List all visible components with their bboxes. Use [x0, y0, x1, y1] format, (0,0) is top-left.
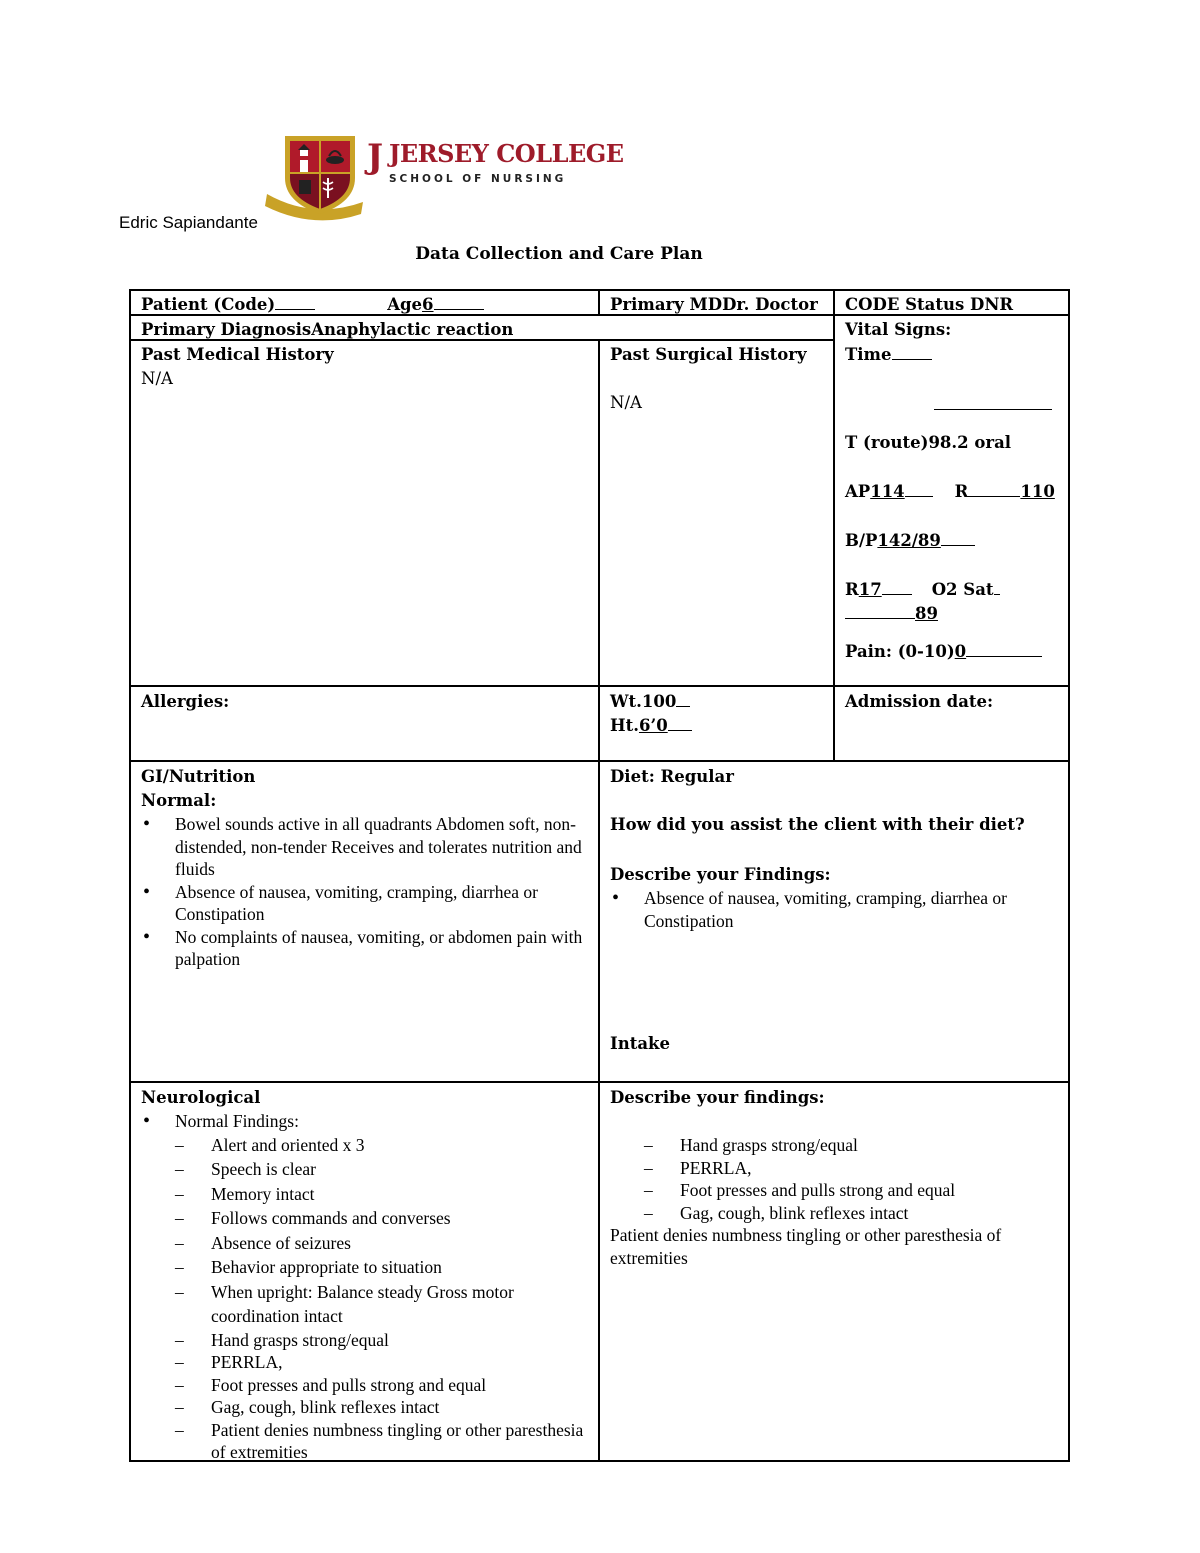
- neuro-normal-label: • Normal Findings:: [141, 1110, 588, 1133]
- primary-md-label: Primary MD: [610, 295, 723, 314]
- ap-value: 114: [870, 482, 905, 501]
- bp-value: 142/89: [877, 531, 941, 550]
- gi-findings-list: [610, 887, 1058, 932]
- allergies-label: Allergies:: [141, 692, 230, 711]
- jersey-college-logo: [263, 132, 624, 222]
- pain-value: 0: [954, 642, 967, 661]
- code-status-label: CODE Status: [845, 295, 971, 314]
- list-item: – Gag, cough, blink reflexes intact: [610, 1202, 1058, 1225]
- age-blank: [434, 293, 484, 310]
- list-item: – Gag, cough, blink reflexes intact: [141, 1396, 588, 1419]
- r-blank: [968, 480, 1020, 497]
- past-surgical-history-cell: [598, 339, 835, 687]
- time-extra-blank[interactable]: [934, 393, 1052, 410]
- ap-blank: [905, 480, 933, 497]
- primary-diagnosis-cell: [129, 314, 835, 341]
- age-label: Age: [387, 295, 423, 314]
- svg-text:J: J: [367, 137, 384, 177]
- o2-value-blank: [845, 602, 915, 619]
- weight-value: 100: [641, 692, 677, 711]
- neuro-normal-list: [141, 1133, 588, 1464]
- age-value: 6: [422, 295, 434, 314]
- weight-label: Wt.: [610, 692, 642, 711]
- admission-date-label: Admission date:: [845, 692, 994, 711]
- time-blank[interactable]: [892, 343, 932, 360]
- list-item: – Memory intact: [141, 1182, 588, 1207]
- patient-code-label: Patient (Code): [141, 295, 276, 314]
- pain-blank: [966, 640, 1042, 657]
- gi-nutrition-cell: [129, 760, 600, 1083]
- r-value: 110: [1020, 482, 1055, 501]
- vital-signs-label: Vital Signs:: [845, 320, 952, 339]
- diet-assist-question: How did you assist the client with their diet?: [610, 815, 1025, 834]
- r-label: R: [954, 482, 969, 501]
- past-medical-history-label: Past Medical History: [141, 345, 334, 364]
- document-title: Data Collection and Care Plan: [415, 244, 703, 264]
- allergies-cell: [129, 685, 600, 762]
- gi-findings-label: Describe your Findings:: [610, 865, 831, 884]
- list-item: – Hand grasps strong/equal: [610, 1134, 1058, 1157]
- neurological-cell: [129, 1081, 600, 1462]
- resp-label: R: [845, 580, 859, 599]
- temp-label: T (route): [845, 433, 929, 452]
- height-value: 6’0: [638, 716, 668, 735]
- weight-height-cell: [598, 685, 835, 762]
- gi-normal-list: [141, 813, 588, 971]
- list-item: – PERRLA,: [610, 1157, 1058, 1180]
- gi-nutrition-label: GI/Nutrition: [141, 767, 256, 786]
- patient-code-cell: [129, 289, 600, 316]
- neuro-normal-bullet: [141, 1110, 588, 1133]
- primary-md-cell: [598, 289, 835, 316]
- list-item: – Patient denies numbness tingling or other paresthesia of extremities: [141, 1419, 588, 1464]
- vital-signs-cell: [833, 314, 1070, 687]
- bp-label: B/P: [845, 531, 878, 550]
- admission-date-cell: [833, 685, 1070, 762]
- list-item: – Speech is clear: [141, 1157, 588, 1182]
- list-item: – When upright: Balance steady Gross motor coordination intact: [141, 1280, 588, 1329]
- weight-blank: [676, 690, 690, 707]
- student-name: Edric Sapiandante: [119, 213, 258, 232]
- neuro-findings-list: [610, 1134, 1058, 1224]
- list-item: – Alert and oriented x 3: [141, 1133, 588, 1158]
- list-item: – Follows commands and converses: [141, 1206, 588, 1231]
- crest-icon: [263, 132, 624, 222]
- neuro-findings-label: Describe your findings:: [610, 1088, 825, 1107]
- diet-label: Diet: Regular: [610, 767, 734, 786]
- time-label: Time: [845, 345, 892, 364]
- logo-college-name: JERSEY COLLEGE: [389, 139, 624, 168]
- code-status-cell: [833, 289, 1070, 316]
- past-medical-history-cell: [129, 339, 600, 687]
- bp-blank: [941, 529, 975, 546]
- o2-blank: [994, 578, 1000, 595]
- list-item: • No complaints of nausea, vomiting, or abdomen pain with palpation: [141, 926, 588, 971]
- past-medical-history-value: N/A: [141, 369, 173, 388]
- neuro-findings-note: Patient denies numbness tingling or other paresthesia of extremities: [610, 1225, 1002, 1268]
- primary-diagnosis-label: Primary Diagnosis: [141, 320, 312, 339]
- code-status-value: DNR: [970, 295, 1014, 314]
- list-item: – PERRLA,: [141, 1351, 588, 1374]
- list-item: • Bowel sounds active in all quadrants Abdomen soft, non-distended, non-tender Receives and tolerates nutrition and fluids: [141, 813, 588, 881]
- primary-md-value: Dr. Doctor: [722, 295, 818, 314]
- list-item: – Hand grasps strong/equal: [141, 1329, 588, 1352]
- ap-label: AP: [845, 482, 871, 501]
- primary-diagnosis-value: Anaphylactic reaction: [311, 320, 514, 339]
- temp-value: 98.2 oral: [928, 433, 1012, 452]
- height-label: Ht.: [610, 716, 639, 735]
- diet-findings-cell: [598, 760, 1070, 1083]
- patient-code-blank[interactable]: [275, 293, 315, 310]
- height-blank: [668, 714, 692, 731]
- past-surgical-history-label: Past Surgical History: [610, 345, 807, 364]
- logo-subtitle: SCHOOL OF NURSING: [389, 173, 567, 185]
- list-item: – Foot presses and pulls strong and equal: [610, 1179, 1058, 1202]
- pain-label: Pain: (0-10): [845, 642, 955, 661]
- list-item: – Absence of seizures: [141, 1231, 588, 1256]
- past-surgical-history-value: N/A: [610, 393, 642, 412]
- list-item: • Absence of nausea, vomiting, cramping, diarrhea or Constipation: [610, 887, 1058, 932]
- list-item: – Foot presses and pulls strong and equal: [141, 1374, 588, 1397]
- neurological-label: Neurological: [141, 1088, 261, 1107]
- resp-value: 17: [858, 580, 882, 599]
- gi-normal-label: Normal:: [141, 791, 217, 810]
- neuro-findings-cell: [598, 1081, 1070, 1462]
- resp-blank: [882, 578, 912, 595]
- list-item: • Absence of nausea, vomiting, cramping, diarrhea or Constipation: [141, 881, 588, 926]
- list-item: – Behavior appropriate to situation: [141, 1255, 588, 1280]
- o2-value: 89: [915, 604, 938, 623]
- o2-label: O2 Sat: [931, 580, 994, 599]
- intake-label: Intake: [610, 1034, 670, 1053]
